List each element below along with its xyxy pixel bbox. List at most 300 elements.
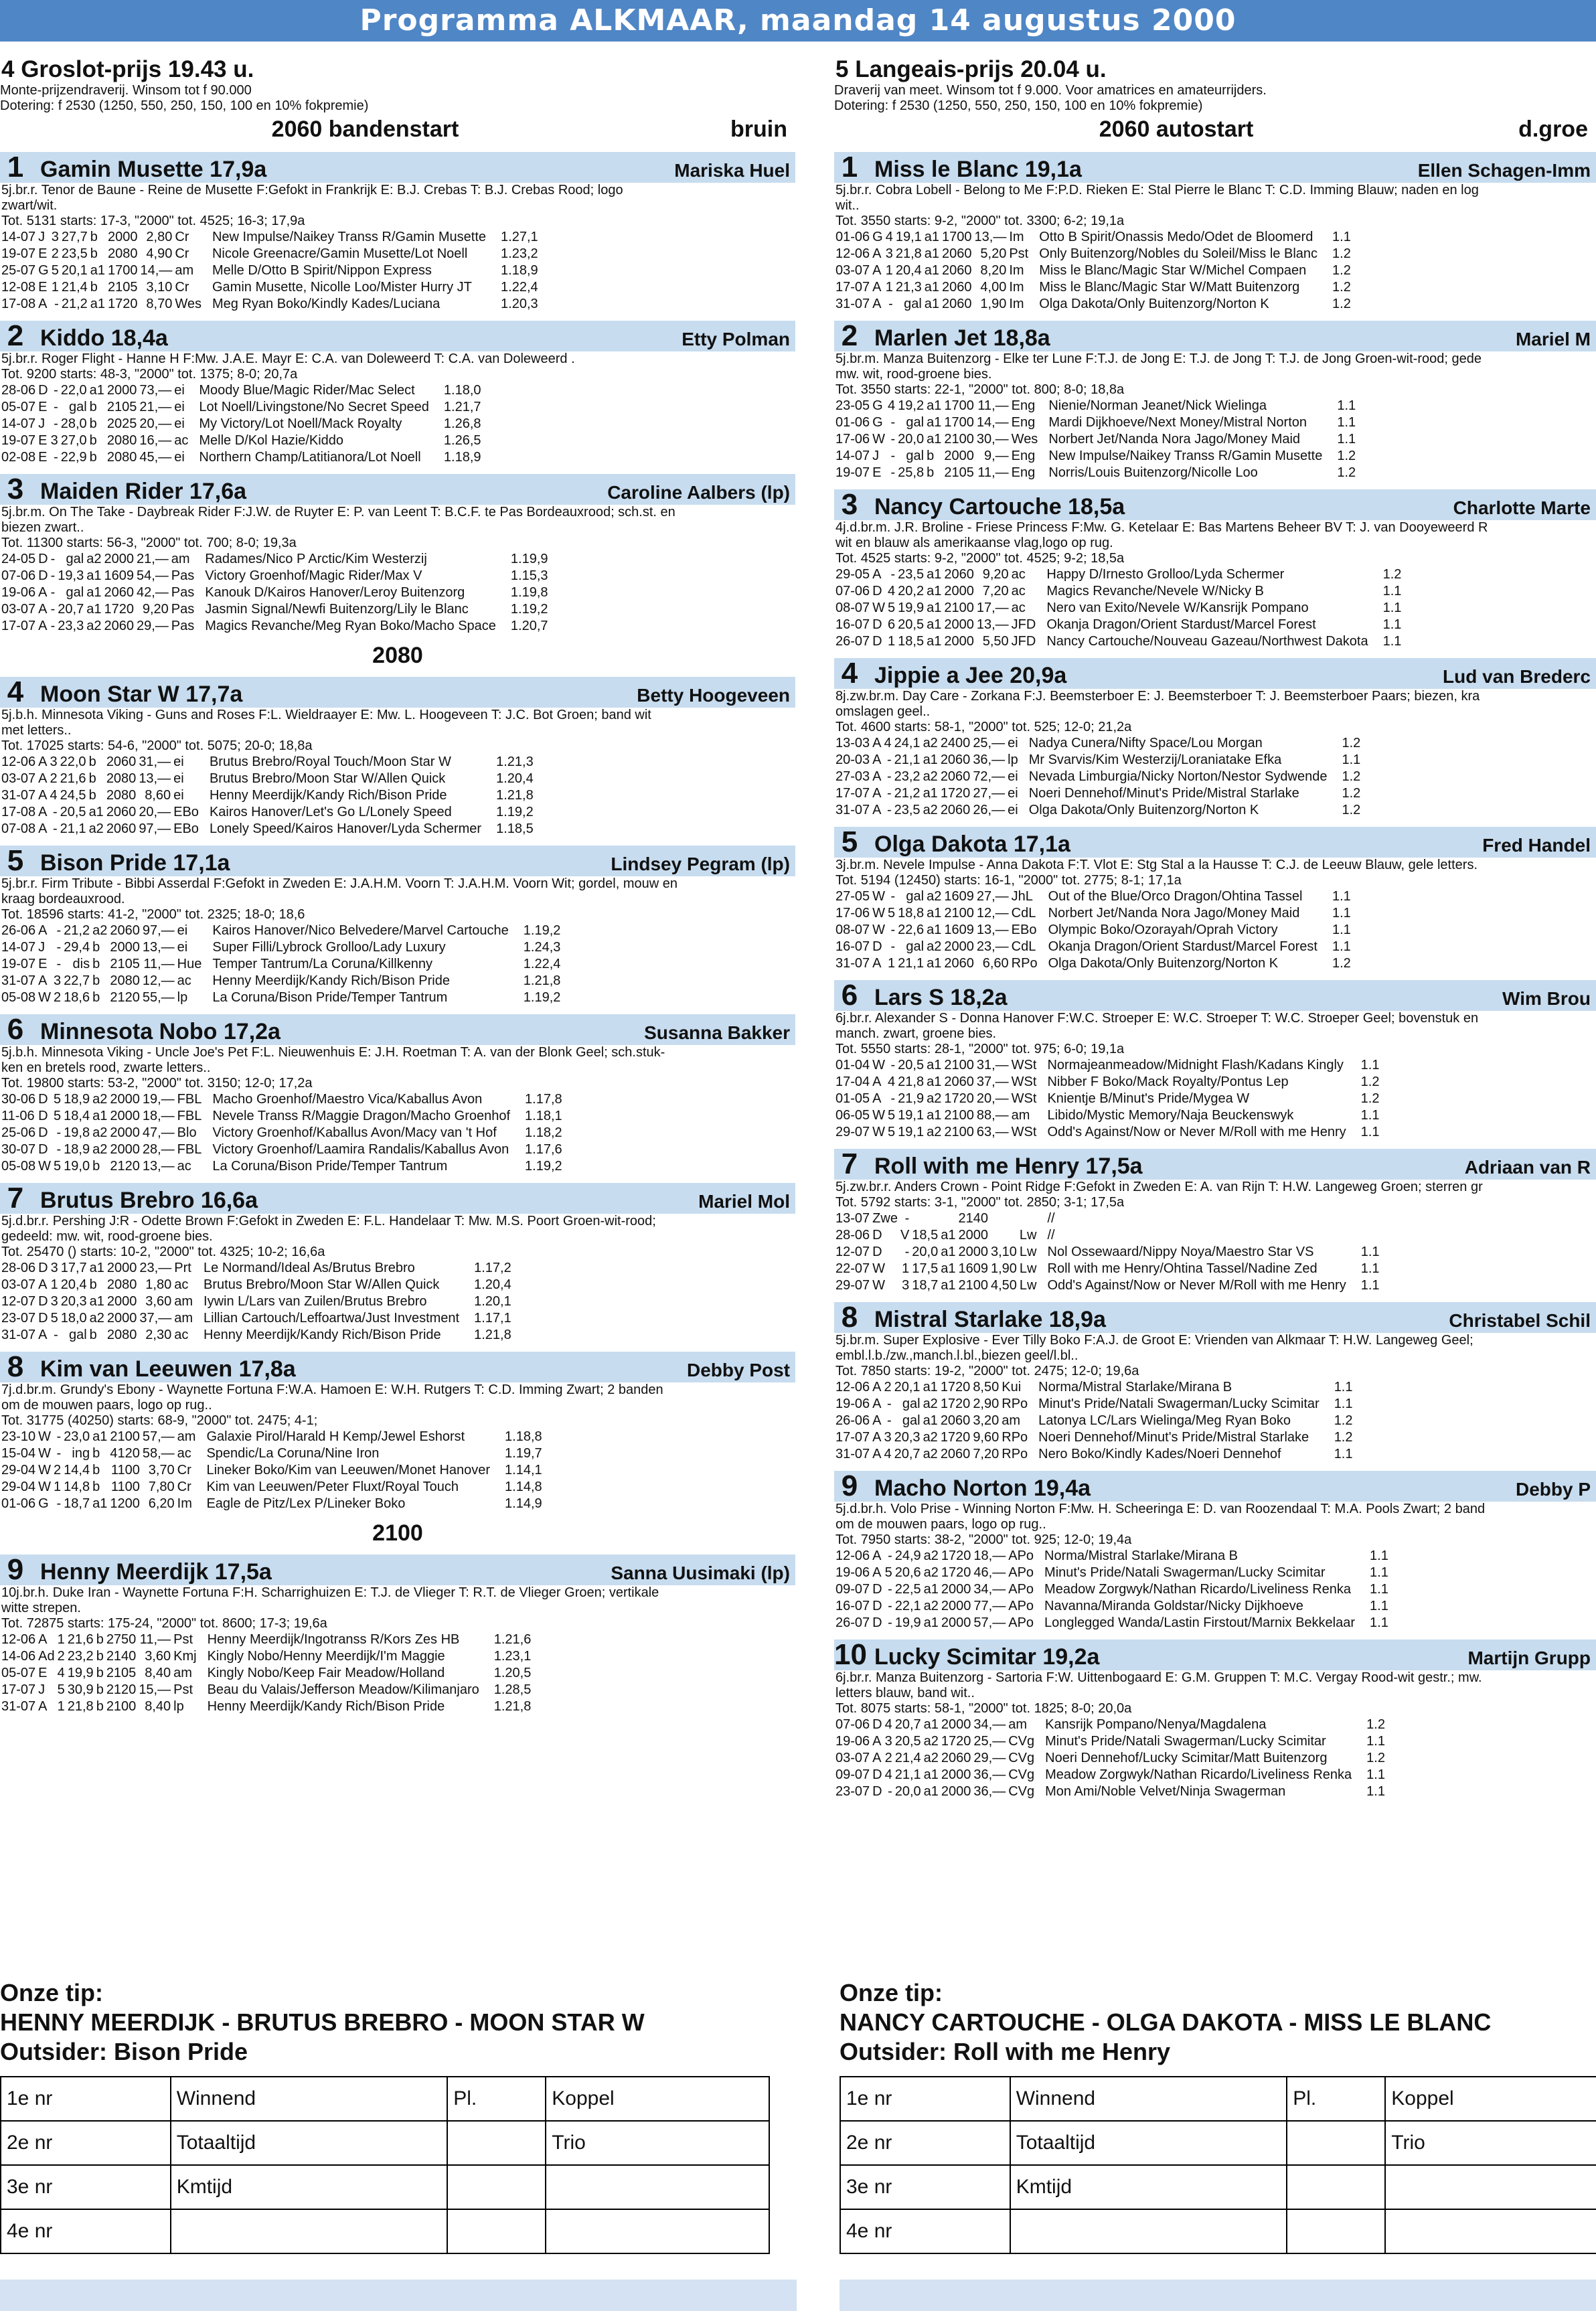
table-cell: Beau du Valais/Jefferson Meadow/Kilimanjaro xyxy=(207,1682,479,1697)
table-cell: 1 xyxy=(885,263,893,278)
table-cell: 29-04 xyxy=(1,1480,36,1494)
table-cell: 1.2 xyxy=(1334,1413,1353,1428)
table-cell: 1.15,3 xyxy=(510,568,548,583)
horse-header xyxy=(0,1183,795,1214)
table-cell: 3 xyxy=(54,973,62,988)
table-cell: 20,5 xyxy=(60,805,86,819)
table-cell: A xyxy=(38,973,48,988)
table-cell: a2 xyxy=(923,1548,939,1563)
table-row xyxy=(835,785,1363,802)
table-cell: 63,— xyxy=(976,1125,1009,1139)
table-cell: 20,7 xyxy=(894,1717,921,1732)
table-cell: Mardi Dijkhoeve/Next Money/Mistral Norton xyxy=(1048,415,1307,430)
table-row xyxy=(1,382,484,399)
table-cell: - xyxy=(56,1142,62,1157)
table-cell: 17-07 xyxy=(835,786,870,801)
table-cell: W xyxy=(872,1261,886,1276)
table-cell: 12-07 xyxy=(1,1294,36,1309)
race-dotering: Dotering: f 2530 (1250, 550, 250, 150, 100 en 10% fokpremie) xyxy=(834,98,1203,113)
table-cell: W xyxy=(38,1480,52,1494)
footer-bar xyxy=(0,2280,797,2311)
table-row xyxy=(1,246,541,262)
table-cell: 2000 xyxy=(104,552,134,566)
race-column-right xyxy=(834,56,1596,1998)
table-cell: a1 xyxy=(927,567,942,582)
table-cell: 19,3 xyxy=(58,568,84,583)
table-cell: D xyxy=(872,1245,882,1259)
bet-cell: Pl. xyxy=(1287,2077,1385,2121)
table-cell: 17-06 xyxy=(835,432,870,447)
table-cell: 2100 xyxy=(944,1058,974,1072)
table-cell: a2 xyxy=(86,619,102,633)
table-cell: 8,60 xyxy=(145,788,171,803)
table-cell: Minut's Pride/Natali Swagerman/Lucky Scimitar xyxy=(1044,1565,1326,1580)
table-cell: - xyxy=(54,416,58,431)
horse-totals: Tot. 3550 starts: 22-1, "2000" tot. 800; 8-0; 18,8a xyxy=(835,382,1125,397)
table-cell: 1.1 xyxy=(1366,1734,1385,1749)
table-cell: 23-07 xyxy=(1,1311,36,1326)
table-cell: Lw xyxy=(1019,1228,1037,1243)
table-cell: Ad xyxy=(38,1649,55,1664)
table-cell: Mr Svarvis/Kim Westerzij/Loraniatake Efka xyxy=(1028,752,1282,767)
horse-header xyxy=(0,1555,795,1585)
table-cell: a1 xyxy=(88,805,104,819)
table-cell: 03-07 xyxy=(835,263,870,278)
table-cell: 01-06 xyxy=(835,415,870,430)
table-cell: CVg xyxy=(1008,1784,1035,1799)
table-cell: ei xyxy=(174,383,185,398)
table-cell: 08-07 xyxy=(835,923,870,937)
table-cell: Spendic/La Coruna/Nine Iron xyxy=(206,1446,380,1461)
table-cell: a2 xyxy=(89,1311,104,1326)
table-cell: 29,4 xyxy=(64,940,90,955)
table-cell: 1.19,9 xyxy=(510,552,548,566)
table-cell: 2,90 xyxy=(973,1397,1000,1411)
tips-left xyxy=(0,1978,770,2254)
table-row xyxy=(1,1665,534,1682)
table-cell: 1.27,1 xyxy=(501,230,538,244)
horse-number: 8 xyxy=(841,1302,858,1333)
horse-pedigree: 5j.br.r. Cobra Lobell - Belong to Me F:P.D. Rieken E: Stal Pierre le Blanc T: C.D. Imming Blauw; naden en log xyxy=(835,183,1479,197)
table-cell: Henny Meerdijk/Kandy Rich/Bison Pride xyxy=(212,973,450,988)
table-cell: 2100 xyxy=(958,1278,988,1293)
table-cell: b xyxy=(92,1463,100,1478)
table-row xyxy=(1,787,536,804)
horse-driver: Lindsey Pegram (lp) xyxy=(611,854,790,874)
table-cell: 03-07 xyxy=(1,771,36,786)
table-cell: 1,80 xyxy=(145,1277,172,1292)
table-cell: 31-07 xyxy=(835,1447,870,1461)
table-row xyxy=(1,399,484,416)
table-cell: - xyxy=(890,449,896,463)
table-cell: D xyxy=(38,1261,48,1275)
table-cell: 29,— xyxy=(136,619,169,633)
table-cell: 1.1 xyxy=(1332,906,1351,921)
table-cell: a1 xyxy=(927,906,942,921)
table-cell: ac xyxy=(1011,584,1026,599)
table-cell: 45,— xyxy=(139,450,172,465)
table-cell: 2060 xyxy=(106,821,137,836)
table-row xyxy=(835,1429,1356,1446)
horse-header xyxy=(834,827,1596,858)
table-cell: a1 xyxy=(923,1615,939,1630)
table-cell: 2000 xyxy=(958,1228,988,1243)
table-cell: 19,1 xyxy=(898,1125,925,1139)
table-cell: gal xyxy=(66,585,84,600)
table-cell: CVg xyxy=(1008,1767,1035,1782)
horse-entry xyxy=(834,980,1596,1141)
table-cell: W xyxy=(872,1278,886,1293)
table-cell: 20,4 xyxy=(895,263,922,278)
table-cell: 20,1 xyxy=(61,263,88,278)
table-cell: EBo xyxy=(173,805,199,819)
table-cell: Nadya Cunera/Nifty Space/Lou Morgan xyxy=(1028,736,1263,750)
table-cell: 5 xyxy=(884,1565,892,1580)
table-cell: ei xyxy=(174,450,185,465)
table-cell: 2000 xyxy=(941,1784,971,1799)
table-row xyxy=(835,1615,1391,1631)
table-cell: 12-06 xyxy=(1,754,36,769)
table-cell: a2 xyxy=(923,1599,939,1613)
footer-bar xyxy=(840,2280,1596,2311)
table-cell: 3,60 xyxy=(145,1294,172,1309)
table-cell: - xyxy=(890,923,896,937)
table-cell: - xyxy=(56,1125,62,1140)
horse-driver: Betty Hoogeveen xyxy=(637,685,790,706)
table-cell: 2 xyxy=(54,1463,62,1478)
table-cell: Victory Groenhof/Magic Rider/Max V xyxy=(205,568,422,583)
table-cell: 20,6 xyxy=(894,1565,921,1580)
table-cell: Norris/Louis Buitenzorg/Nicolle Loo xyxy=(1048,465,1258,480)
table-cell: b xyxy=(96,1649,104,1664)
table-cell: 2000 xyxy=(941,1717,971,1732)
table-cell: 21,9 xyxy=(898,1091,925,1106)
table-cell: 1.1 xyxy=(1366,1767,1385,1782)
horse-totals: Tot. 5194 (12450) starts: 16-1, "2000" tot. 2775; 8-1; 17,1a xyxy=(835,873,1182,888)
table-row xyxy=(835,1565,1391,1581)
table-cell: 1100 xyxy=(110,1480,140,1494)
table-cell: 4 xyxy=(888,584,896,599)
table-cell: 55,— xyxy=(142,990,175,1005)
table-cell: 26-06 xyxy=(1,923,36,938)
bet-cell xyxy=(1010,2209,1287,2253)
bet-cell xyxy=(1287,2209,1385,2253)
horse-entry xyxy=(0,474,795,635)
bet-cell: Koppel xyxy=(1385,2077,1596,2121)
table-cell: D xyxy=(38,1092,48,1107)
table-cell: My Victory/Lot Noell/Mack Royalty xyxy=(199,416,402,431)
horse-header xyxy=(834,980,1596,1011)
table-cell: Mon Ami/Noble Velvet/Ninja Swagerman xyxy=(1045,1784,1286,1799)
table-cell: 15,— xyxy=(139,1682,171,1697)
table-cell: a1 xyxy=(923,752,938,767)
race-title: 4 Groslot-prijs 19.43 u. xyxy=(1,56,254,82)
table-cell: 1.17,8 xyxy=(525,1092,562,1107)
table-cell: lp xyxy=(1008,752,1018,767)
table-cell: 23,5 xyxy=(61,246,88,261)
table-cell: 20-03 xyxy=(835,752,870,767)
table-cell: 19-07 xyxy=(1,957,36,971)
table-cell: 3,10 xyxy=(990,1245,1017,1259)
table-cell: 2 xyxy=(884,1751,892,1765)
table-cell: - xyxy=(886,786,892,801)
horse-driver: Mariel M xyxy=(1515,329,1591,349)
table-row xyxy=(1,1648,534,1665)
table-cell: 19,1 xyxy=(895,230,922,244)
table-cell: 08-07 xyxy=(835,601,870,615)
table-cell: 2025 xyxy=(106,416,137,431)
table-cell: 8,40 xyxy=(145,1666,171,1680)
table-cell: 19,1 xyxy=(898,1108,925,1123)
table-cell: 23-10 xyxy=(1,1429,36,1444)
bet-row xyxy=(840,2165,1596,2209)
table-cell: 36,— xyxy=(973,1784,1006,1799)
table-row xyxy=(835,1379,1356,1396)
table-cell: D xyxy=(872,634,882,649)
table-cell: 1.1 xyxy=(1360,1245,1380,1259)
table-cell: WSt xyxy=(1011,1125,1037,1139)
table-row xyxy=(1,584,551,601)
table-row xyxy=(835,1107,1382,1124)
table-cell: 1.20,7 xyxy=(510,619,548,633)
table-cell: W xyxy=(38,1429,52,1444)
table-row xyxy=(1,939,563,956)
table-cell: 11-06 xyxy=(1,1109,35,1123)
table-cell: 2400 xyxy=(940,736,971,750)
table-cell: 12-06 xyxy=(835,246,870,261)
table-cell: E xyxy=(872,465,882,480)
table-cell: 1 xyxy=(51,280,59,295)
table-cell: Happy D/Irnesto Grolloo/Lyda Schermer xyxy=(1046,567,1285,582)
table-cell: 18,5 xyxy=(912,1228,939,1243)
table-cell: 17-07 xyxy=(1,1682,36,1697)
table-cell: 19-06 xyxy=(835,1565,870,1580)
table-cell: ac xyxy=(174,1277,189,1292)
table-cell: D xyxy=(38,1311,48,1326)
table-cell: 1.2 xyxy=(1332,280,1351,295)
table-cell: Nero van Exito/Nevele W/Kansrijk Pompano xyxy=(1046,601,1309,615)
horse-name: Mistral Starlake 18,9a xyxy=(874,1307,1106,1332)
horse-driver: Caroline Aalbers (lp) xyxy=(607,482,790,503)
table-cell: 16,— xyxy=(139,433,172,448)
table-cell: Melle D/Otto B Spirit/Nippon Express xyxy=(212,263,432,278)
table-cell: 29-07 xyxy=(835,1125,870,1139)
horse-results-table xyxy=(1,1631,534,1715)
table-cell: A xyxy=(872,803,882,817)
table-cell: Noeri Dennehof/Minut's Pride/Mistral Starlake xyxy=(1038,1430,1309,1445)
horse-entry xyxy=(0,1352,795,1512)
table-cell: 2000 xyxy=(944,584,974,599)
table-row xyxy=(835,448,1358,465)
table-cell: 20,3 xyxy=(60,1294,87,1309)
table-row xyxy=(835,1413,1356,1429)
table-cell: 2000 xyxy=(110,1092,140,1107)
table-cell: 2060 xyxy=(110,923,140,938)
table-cell: ac xyxy=(174,1328,189,1342)
table-cell: 26-07 xyxy=(835,1615,870,1630)
table-cell: 2060 xyxy=(940,803,971,817)
horse-name: Minnesota Nobo 17,2a xyxy=(40,1019,281,1044)
table-cell: 2100 xyxy=(106,1699,137,1714)
horse-pedigree: kraag bordeauxrood. xyxy=(1,892,125,906)
table-cell: J xyxy=(38,1682,46,1697)
table-cell: gal xyxy=(906,449,925,463)
table-cell: 23,2 xyxy=(894,769,921,784)
table-cell: a2 xyxy=(92,1125,108,1140)
table-cell: gal xyxy=(906,939,925,954)
table-cell: 1.19,2 xyxy=(523,923,561,938)
table-cell: a1 xyxy=(923,1413,938,1428)
table-cell: FBL xyxy=(177,1142,202,1157)
table-cell: a2 xyxy=(923,1565,939,1580)
table-cell xyxy=(1020,1210,1040,1227)
table-cell: 2100 xyxy=(944,1108,974,1123)
table-cell: 2060 xyxy=(944,1074,974,1089)
table-cell: a2 xyxy=(923,1447,938,1461)
table-row xyxy=(1,1327,514,1344)
table-cell: 2105 xyxy=(106,1666,137,1680)
horse-name: Roll with me Henry 17,5a xyxy=(874,1153,1143,1179)
horse-name: Moon Star W 17,7a xyxy=(40,682,243,707)
table-cell: 20,0 xyxy=(912,1245,939,1259)
table-cell: 2000 xyxy=(108,230,138,244)
table-row xyxy=(1,449,484,466)
table-row xyxy=(1,1496,545,1512)
table-cell: A xyxy=(38,805,48,819)
table-cell: a1 xyxy=(927,617,942,632)
table-cell: 17-04 xyxy=(835,1074,870,1089)
table-cell: 4 xyxy=(884,736,892,750)
bet-cell: 3e nr xyxy=(1,2165,171,2209)
table-row xyxy=(1,754,536,771)
table-cell: 1.21,8 xyxy=(496,788,534,803)
table-cell: Otto B Spirit/Onassis Medo/Odet de Bloomerd xyxy=(1039,230,1313,244)
table-cell: 2100 xyxy=(110,1429,140,1444)
table-cell: 1.1 xyxy=(1370,1582,1388,1597)
table-cell: Lineker Boko/Kim van Leeuwen/Monet Hanover xyxy=(206,1463,491,1478)
table-cell: 22,0 xyxy=(60,754,86,769)
table-cell: CVg xyxy=(1008,1751,1035,1765)
table-cell: 07-06 xyxy=(835,1717,870,1732)
table-cell: 24,5 xyxy=(60,788,86,803)
table-cell: J xyxy=(872,449,880,463)
horse-header xyxy=(834,321,1596,351)
table-cell: b xyxy=(90,230,98,244)
table-cell: 29-04 xyxy=(1,1463,36,1478)
horse-totals: Tot. 11300 starts: 56-3, "2000" tot. 700; 8-0; 19,3a xyxy=(1,536,297,550)
table-cell: 3,70 xyxy=(148,1463,175,1478)
horse-totals: Tot. 4600 starts: 58-1, "2000" tot. 525; 12-0; 21,2a xyxy=(835,720,1132,734)
table-cell: Cr xyxy=(177,1480,191,1494)
table-cell: A xyxy=(872,246,882,261)
table-cell: ei xyxy=(1008,786,1018,801)
table-cell: a2 xyxy=(92,923,108,938)
table-cell: 01-06 xyxy=(835,230,870,244)
table-cell: 36,— xyxy=(973,752,1006,767)
table-cell: 4 xyxy=(888,398,896,413)
table-row xyxy=(1,1260,514,1277)
table-cell: a1 xyxy=(923,1784,939,1799)
table-cell: 1.2 xyxy=(1342,769,1361,784)
table-cell: 1.1 xyxy=(1337,432,1356,447)
table-row xyxy=(835,262,1354,279)
table-cell: A xyxy=(872,1413,882,1428)
table-cell: 1 xyxy=(902,1261,910,1276)
table-row xyxy=(1,1462,545,1479)
horse-pedigree: om de mouwen paars, logo op rug.. xyxy=(835,1517,1046,1532)
table-cell: a1 xyxy=(927,415,942,430)
table-cell: 1.21,7 xyxy=(443,400,481,414)
bet-cell: Trio xyxy=(546,2121,769,2165)
table-cell: Henny Meerdijk/Ingotranss R/Kors Zes HB xyxy=(207,1632,460,1647)
table-cell: 3,10 xyxy=(146,280,173,295)
table-row xyxy=(835,600,1404,617)
table-cell xyxy=(991,1227,1020,1244)
table-row xyxy=(1,1091,565,1108)
table-cell: 1.19,7 xyxy=(505,1446,542,1461)
table-cell: 1.1 xyxy=(1337,415,1356,430)
table-row xyxy=(835,905,1354,922)
table-cell: 2 xyxy=(57,1649,65,1664)
table-cell: 2105 xyxy=(108,280,138,295)
table-cell: 1.17,1 xyxy=(474,1311,511,1326)
table-cell: 28,— xyxy=(142,1142,175,1157)
horse-pedigree: 7j.d.br.m. Grundy's Ebony - Waynette Fortuna F:W.A. Hamoen E: W.H. Rutgers T: C.D. Imming Zwart; 2 banden xyxy=(1,1382,663,1397)
horse-totals: Tot. 8075 starts: 58-1, "2000" tot. 1825; 8-0; 20,0a xyxy=(835,1701,1132,1716)
table-cell: 5 xyxy=(57,1682,65,1697)
table-cell: Kmj xyxy=(173,1649,197,1664)
horse-driver: Debby Post xyxy=(686,1360,790,1380)
race-conditions: Draverij van meet. Winsom tot f 9.000. Voor amatrices en amateurrijders. xyxy=(834,83,1267,98)
table-cell: ei xyxy=(1008,803,1018,817)
table-cell: A xyxy=(872,567,882,582)
horse-totals: Tot. 5131 starts: 17-3, "2000" tot. 4525; 16-3; 17,9a xyxy=(1,214,305,228)
table-cell: 2000 xyxy=(106,1261,137,1275)
table-cell: Olga Dakota/Only Buitenzorg/Norton K xyxy=(1028,803,1259,817)
table-row xyxy=(835,1598,1391,1615)
table-cell: 3,20 xyxy=(973,1413,1000,1428)
table-cell: dis xyxy=(72,957,90,971)
table-cell: 19-06 xyxy=(835,1397,870,1411)
table-cell: 2000 xyxy=(110,940,140,955)
table-cell: Cr xyxy=(175,246,189,261)
table-cell: 1700 xyxy=(944,415,974,430)
table-cell: 13,— xyxy=(142,940,175,955)
tips-picks: NANCY CARTOUCHE - OLGA DAKOTA - MISS LE BLANC xyxy=(840,2008,1492,2036)
table-cell: 1.17,6 xyxy=(525,1142,562,1157)
table-cell: 12,— xyxy=(976,906,1009,921)
table-cell: 22,5 xyxy=(894,1582,921,1597)
table-row xyxy=(1,989,563,1006)
table-cell: 07-06 xyxy=(835,584,870,599)
table-cell: am xyxy=(1008,1717,1028,1732)
table-cell: b xyxy=(88,754,96,769)
table-cell: 2000 xyxy=(944,939,974,954)
table-cell: 23-05 xyxy=(835,398,870,413)
horse-pedigree: mw. wit, rood-groene bies. xyxy=(835,367,992,382)
bet-cell xyxy=(1287,2165,1385,2209)
table-cell: a2 xyxy=(923,1430,938,1445)
table-cell: A xyxy=(38,602,48,617)
table-cell: 14-06 xyxy=(1,1649,36,1664)
horse-header xyxy=(834,1302,1596,1333)
table-cell: gal xyxy=(66,552,84,566)
table-cell: A xyxy=(38,1277,48,1292)
table-cell: A xyxy=(872,1751,882,1765)
table-cell: 97,— xyxy=(142,923,175,938)
table-cell: Kairos Hanover/Nico Belvedere/Marvel Cartouche xyxy=(212,923,509,938)
horse-header xyxy=(834,489,1596,520)
